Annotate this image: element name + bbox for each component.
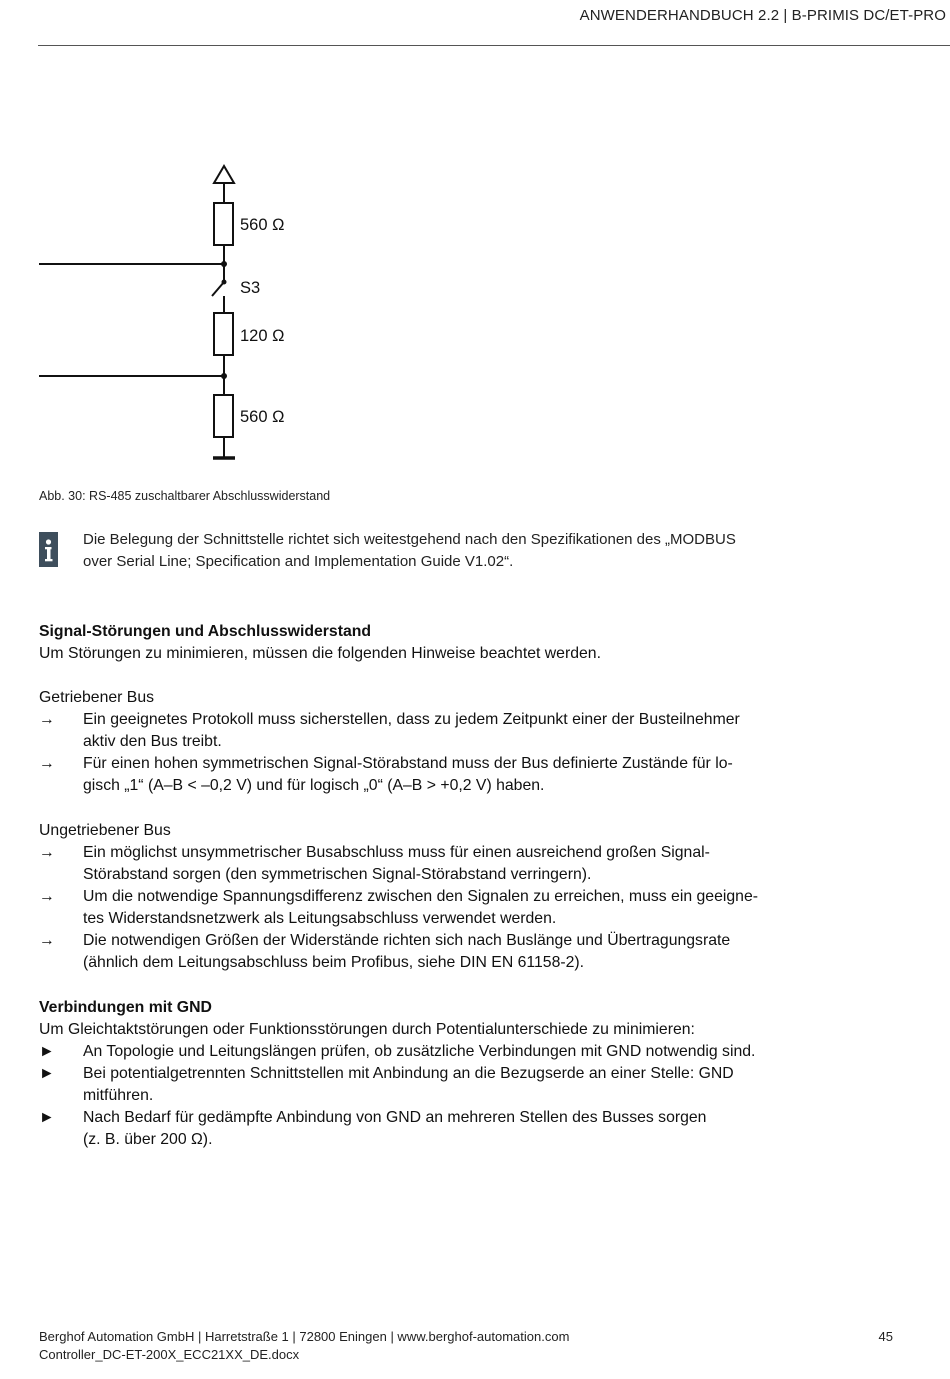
list-item: → Für einen hohen symmetrischen Signal-Störabstand muss der Bus definierte Zustände für lo- gisch „1“ (A–B < –0,2 V) und für logisch „0“ (A–B > +0,2 V) haben. bbox=[39, 755, 733, 794]
section-heading-signal: Signal-Störungen und Abschlusswiderstand bbox=[39, 623, 372, 640]
info-note-line-1: Die Belegung der Schnittstelle richtet sich weitestgehend nach den Spezifikationen des „MODBUS bbox=[83, 531, 736, 548]
triangle-bullet-icon: ► bbox=[39, 1043, 55, 1060]
footer-filename: Controller_DC-ET-200X_ECC21XX_DE.docx bbox=[39, 1347, 300, 1362]
junction-dot-b bbox=[221, 373, 227, 379]
supply-arrow-symbol bbox=[214, 166, 234, 183]
info-note bbox=[83, 529, 783, 573]
footer-company: Berghof Automation GmbH | Harretstraße 1 | 72800 Eningen | www.berghof-automation.com bbox=[39, 1329, 570, 1344]
arrow-icon: → bbox=[39, 844, 55, 861]
label-r-bottom: 560 Ω bbox=[240, 408, 285, 426]
subheading-undriven-bus: Ungetriebener Bus bbox=[39, 822, 171, 839]
label-r-middle: 120 Ω bbox=[240, 327, 285, 345]
resistor-top bbox=[214, 203, 233, 245]
section-heading-gnd: Verbindungen mit GND bbox=[39, 999, 212, 1016]
resistor-bottom bbox=[214, 395, 233, 437]
triangle-bullet-icon: ► bbox=[39, 1065, 55, 1082]
label-r-top: 560 Ω bbox=[240, 216, 285, 234]
arrow-icon: → bbox=[39, 888, 55, 905]
list-item: ► An Topologie und Leitungslängen prüfen, ob zusätzliche Verbindungen mit GND notwendig sind. bbox=[39, 1041, 799, 1063]
list-item: ► Nach Bedarf für gedämpfte Anbindung von GND an mehreren Stellen des Busses sorgen (z. B. über 200 Ω). bbox=[39, 1109, 707, 1148]
label-switch-s3: S3 bbox=[240, 279, 261, 297]
info-note-line-2: over Serial Line; Specification and Implementation Guide V1.02“. bbox=[83, 553, 514, 570]
arrow-icon: → bbox=[39, 755, 55, 772]
page-number: 45 bbox=[878, 1329, 893, 1344]
arrow-icon: → bbox=[39, 711, 55, 728]
list-item: → Um die notwendige Spannungsdifferenz zwischen den Signalen zu erreichen, muss ein geeigne- tes Widerstandsnetzwerk als Leitungsabschluss verwendet werden. bbox=[39, 888, 759, 927]
header-title: ANWENDERHANDBUCH 2.2 | B-PRIMIS DC/ET-PRO bbox=[579, 7, 946, 24]
figure-caption: Abb. 30: RS-485 zuschaltbarer Abschlusswiderstand bbox=[39, 489, 331, 503]
section-intro-signal: Um Störungen zu minimieren, müssen die folgenden Hinweise beachtet werden. bbox=[39, 645, 601, 662]
triangle-bullet-icon: ► bbox=[39, 1109, 55, 1126]
subheading-driven-bus: Getriebener Bus bbox=[39, 689, 155, 706]
switch-s3-blade bbox=[212, 282, 224, 296]
rs485-termination-schematic bbox=[0, 0, 950, 480]
resistor-middle bbox=[214, 313, 233, 355]
arrow-icon: → bbox=[39, 932, 55, 949]
info-icon bbox=[39, 532, 58, 567]
list-item: → Ein geeignetes Protokoll muss sicherstellen, dass zu jedem Zeitpunkt einer der Busteilnehmer aktiv den Bus treibt. bbox=[39, 711, 740, 750]
list-item: ► Bei potentialgetrennten Schnittstellen mit Anbindung an die Bezugserde an einer Stelle: GND mitführen. bbox=[39, 1065, 734, 1104]
section-intro-gnd: Um Gleichtaktstörungen oder Funktionsstörungen durch Potentialunterschiede zu minimieren: bbox=[39, 1021, 695, 1038]
list-item: → Ein möglichst unsymmetrischer Busabschluss muss für einen ausreichend großen Signal- Störabstand sorgen (den symmetrischen Signal-Störabstand verringern). bbox=[39, 844, 710, 883]
junction-dot-a bbox=[221, 261, 227, 267]
switch-contact-dot bbox=[222, 280, 227, 285]
list-item: → Die notwendigen Größen der Widerstände richten sich nach Buslänge und Übertragungsrate (ähnlich dem Leitungsabschluss beim Profibus, siehe DIN EN 61158-2). bbox=[39, 932, 731, 971]
